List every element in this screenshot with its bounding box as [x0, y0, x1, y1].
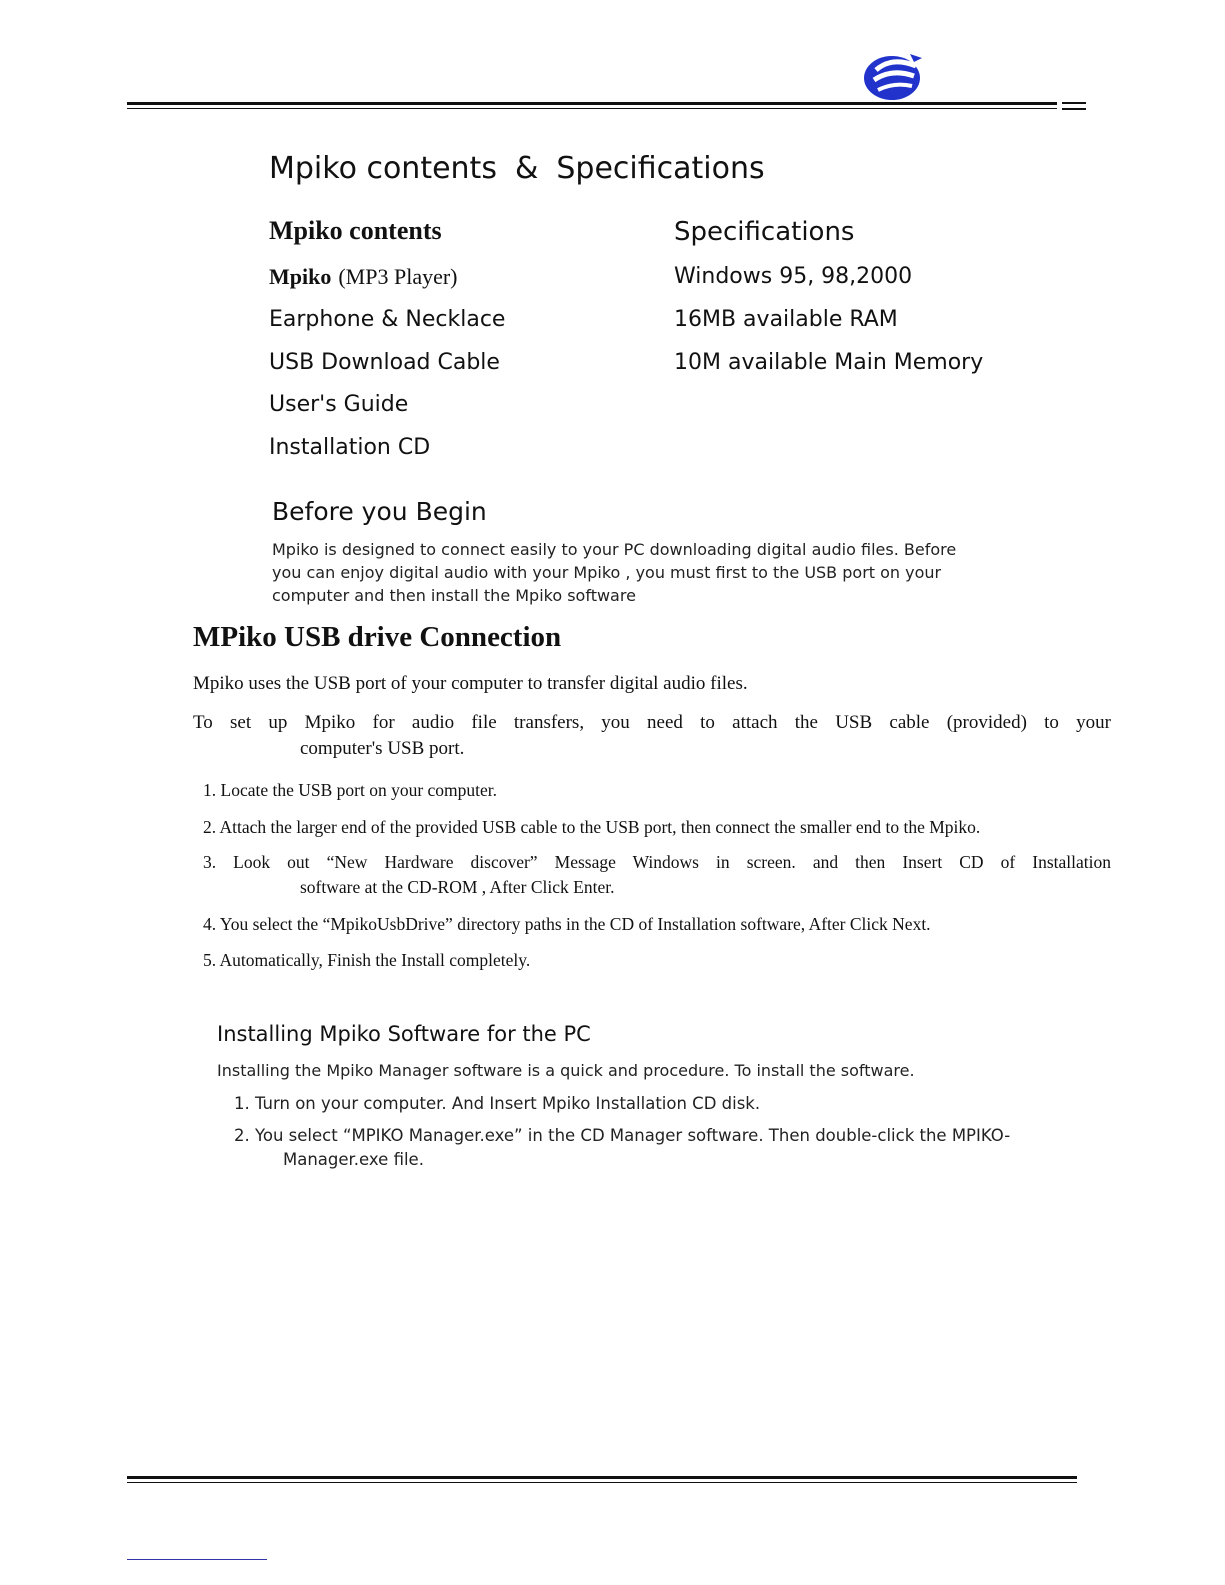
spec-item: 10M available Main Memory: [674, 350, 984, 375]
contents-item-bold: Mpiko: [269, 264, 332, 289]
usb-setup-line: To set up Mpiko for audio file transfers, you need to attach the USB cable (provided) to your: [193, 712, 1111, 733]
usb-title: MPiko USB drive Connection: [193, 621, 562, 653]
usb-step: 2. Attach the larger end of the provided USB cable to the USB port, then connect the smaller end to the Mpiko.: [203, 817, 981, 837]
contents-item: User's Guide: [269, 392, 409, 417]
usb-step: 1. Locate the USB port on your computer.: [203, 780, 498, 800]
usb-step: 4. You select the “MpikoUsbDrive” directory paths in the CD of Installation software, After Click Next.: [203, 914, 931, 934]
footer-rule-thin: [127, 1482, 1077, 1483]
before-title: Before you Begin: [272, 497, 487, 526]
contents-title: Mpiko contents: [269, 216, 442, 245]
install-step-continued: Manager.exe file.: [283, 1150, 424, 1169]
company-logo-icon: [858, 48, 930, 104]
footer-link-rule: [127, 1559, 267, 1560]
install-intro: Installing the Mpiko Manager software is a quick and procedure. To install the software.: [217, 1061, 915, 1080]
header-rule: [127, 102, 1057, 105]
install-step: 2. You select “MPIKO Manager.exe” in the CD Manager software. Then double-click the MPIKO-: [234, 1126, 1011, 1145]
contents-item: Installation CD: [269, 435, 431, 460]
usb-step: 3. Look out “New Hardware discover” Message Windows in screen. and then Insert CD of Installation: [203, 852, 1111, 872]
page-title-part2: Specifications: [556, 151, 765, 186]
footer-rule: [127, 1476, 1077, 1479]
header-rule-tail-thin: [1062, 108, 1086, 110]
page-title: [269, 151, 765, 186]
page-title-part1: Mpiko contents: [269, 151, 497, 186]
install-title: Installing Mpiko Software for the PC: [217, 1022, 591, 1046]
header-rule-thin: [127, 108, 1057, 109]
contents-item: Earphone & Necklace: [269, 307, 506, 332]
install-step: 1. Turn on your computer. And Insert Mpiko Installation CD disk.: [234, 1094, 761, 1113]
spec-item: 16MB available RAM: [674, 307, 898, 332]
header-rule-tail: [1062, 102, 1086, 104]
usb-setup-line: computer's USB port.: [300, 738, 465, 759]
usb-step-continued: software at the CD-ROM , After Click Enter.: [300, 877, 615, 897]
usb-intro: Mpiko uses the USB port of your computer to transfer digital audio files.: [193, 673, 748, 694]
before-line: you can enjoy digital audio with your Mpiko , you must first to the USB port on your: [272, 563, 942, 582]
specifications-title: Specifications: [674, 217, 855, 247]
page-title-amp: &: [514, 151, 539, 186]
contents-item: [269, 264, 458, 290]
usb-step: 5. Automatically, Finish the Install completely.: [203, 950, 531, 970]
contents-item-text: (MP3 Player): [338, 264, 458, 289]
contents-item: USB Download Cable: [269, 350, 500, 375]
before-line: Mpiko is designed to connect easily to your PC downloading digital audio files. Before: [272, 540, 957, 559]
before-line: computer and then install the Mpiko software: [272, 586, 636, 605]
spec-item: Windows 95, 98,2000: [674, 264, 913, 289]
